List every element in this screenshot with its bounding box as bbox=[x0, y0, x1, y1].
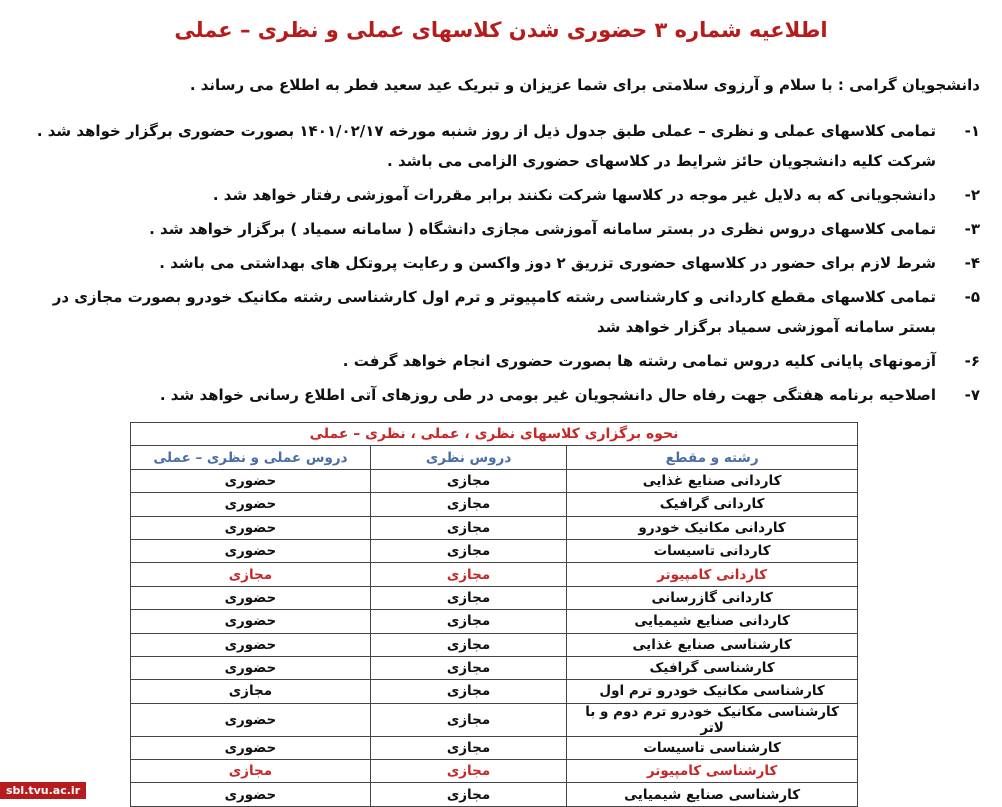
cell-practical: حضوری bbox=[131, 493, 371, 516]
cell-theory: مجازی bbox=[370, 469, 566, 492]
table-row bbox=[131, 563, 858, 586]
cell-practical: حضوری bbox=[131, 656, 371, 679]
cell-theory: مجازی bbox=[370, 539, 566, 562]
cell-field: کاردانی گرافیک bbox=[567, 493, 858, 516]
cell-field: کاردانی صنایع غذایی bbox=[567, 469, 858, 492]
cell-practical: حضوری bbox=[131, 703, 371, 736]
header-field: رشته و مقطع bbox=[567, 446, 858, 469]
item-text: تمامی کلاسهای دروس نظری در بستر سامانه آموزشی مجازی دانشگاه ( سامانه سمیاد ) برگزار خواهد شد . bbox=[149, 220, 936, 238]
item-text: دانشجویانی که به دلایل غیر موجه در کلاسها شرکت نکنند برابر مقررات آموزشی رفتار خواهد شد . bbox=[212, 186, 936, 204]
table-caption: نحوه برگزاری کلاسهای نظری ، عملی ، نظری – عملی bbox=[131, 423, 858, 446]
cell-field: کاردانی کامپیوتر bbox=[567, 563, 858, 586]
cell-practical: حضوری bbox=[131, 586, 371, 609]
cell-practical: مجازی bbox=[131, 680, 371, 703]
schedule-table bbox=[130, 422, 858, 807]
table-row bbox=[131, 516, 858, 539]
item-text: شرط لازم برای حضور در کلاسهای حضوری تزریق ۲ دوز واکسن و رعایت پروتکل های بهداشتی می باشد . bbox=[159, 254, 936, 272]
table-row bbox=[131, 680, 858, 703]
header-theory: دروس نظری bbox=[370, 446, 566, 469]
schedule-table-wrapper bbox=[130, 422, 858, 807]
cell-theory: مجازی bbox=[370, 633, 566, 656]
table-row bbox=[131, 493, 858, 516]
cell-field: کارشناسی تاسیسات bbox=[567, 736, 858, 759]
table-row bbox=[131, 633, 858, 656]
announcement-items bbox=[20, 116, 980, 414]
table-row bbox=[131, 469, 858, 492]
item-number: ۳- bbox=[964, 220, 980, 238]
cell-field: کارشناسی صنایع غذایی bbox=[567, 633, 858, 656]
cell-field: کارشناسی گرافیک bbox=[567, 656, 858, 679]
cell-field: کارشناسی صنایع شیمیایی bbox=[567, 783, 858, 806]
table-row bbox=[131, 539, 858, 562]
item-text: تمامی کلاسهای مقطع کاردانی و کارشناسی رشته کامپیوتر و ترم اول کارشناسی رشته مکانیک خودرو بصورت مجازی در بستر سامانه آموزشی سمیاد برگزار خواهد شد bbox=[52, 288, 936, 336]
cell-field: کارشناسی مکانیک خودرو ترم دوم و با لاتر bbox=[567, 703, 858, 736]
cell-theory: مجازی bbox=[370, 760, 566, 783]
cell-practical: حضوری bbox=[131, 783, 371, 806]
cell-theory: مجازی bbox=[370, 493, 566, 516]
table-row bbox=[131, 783, 858, 806]
cell-practical: مجازی bbox=[131, 563, 371, 586]
cell-practical: حضوری bbox=[131, 469, 371, 492]
item-text: اصلاحیه برنامه هفتگی جهت رفاه حال دانشجویان غیر بومی در طی روزهای آتی اطلاع رسانی خواهد شد . bbox=[159, 386, 936, 404]
cell-field: کاردانی صنایع شیمیایی bbox=[567, 610, 858, 633]
greeting-text: دانشجویان گرامی : با سلام و آرزوی سلامتی برای شما عزیزان و تبریک عید سعید فطر به اطلاع می رساند . bbox=[189, 76, 980, 94]
item-number: ۲- bbox=[964, 186, 980, 204]
cell-theory: مجازی bbox=[370, 610, 566, 633]
cell-field: کارشناسی کامپیوتر bbox=[567, 760, 858, 783]
item-number: ۱- bbox=[964, 122, 980, 140]
cell-theory: مجازی bbox=[370, 736, 566, 759]
cell-theory: مجازی bbox=[370, 703, 566, 736]
cell-theory: مجازی bbox=[370, 656, 566, 679]
cell-practical: حضوری bbox=[131, 610, 371, 633]
header-practical: دروس عملی و نظری – عملی bbox=[131, 446, 371, 469]
table-row bbox=[131, 736, 858, 759]
cell-practical: حضوری bbox=[131, 539, 371, 562]
item-number: ۶- bbox=[964, 352, 980, 370]
announcement-item bbox=[20, 380, 980, 410]
table-row bbox=[131, 760, 858, 783]
cell-theory: مجازی bbox=[370, 516, 566, 539]
item-number: ۵- bbox=[964, 288, 980, 306]
page-title: اطلاعیه شماره ۳ حضوری شدن کلاسهای عملی و نظری – عملی bbox=[174, 18, 828, 42]
item-number: ۷- bbox=[964, 386, 980, 404]
announcement-item bbox=[20, 180, 980, 210]
table-body bbox=[131, 469, 858, 806]
cell-practical: مجازی bbox=[131, 760, 371, 783]
cell-theory: مجازی bbox=[370, 563, 566, 586]
cell-practical: حضوری bbox=[131, 633, 371, 656]
cell-field: کاردانی مکانیک خودرو bbox=[567, 516, 858, 539]
cell-field: کاردانی تاسیسات bbox=[567, 539, 858, 562]
table-row bbox=[131, 586, 858, 609]
site-watermark: sbl.tvu.ac.ir bbox=[0, 782, 86, 799]
table-row bbox=[131, 656, 858, 679]
table-row bbox=[131, 610, 858, 633]
cell-practical: حضوری bbox=[131, 736, 371, 759]
cell-practical: حضوری bbox=[131, 516, 371, 539]
announcement-item bbox=[20, 346, 980, 376]
announcement-item bbox=[20, 214, 980, 244]
announcement-item bbox=[20, 248, 980, 278]
cell-theory: مجازی bbox=[370, 783, 566, 806]
cell-field: کاردانی گازرسانی bbox=[567, 586, 858, 609]
item-text: آزمونهای پایانی کلیه دروس تمامی رشته ها بصورت حضوری انجام خواهد گرفت . bbox=[342, 352, 936, 370]
cell-field: کارشناسی مکانیک خودرو ترم اول bbox=[567, 680, 858, 703]
item-number: ۴- bbox=[964, 254, 980, 272]
cell-theory: مجازی bbox=[370, 680, 566, 703]
announcement-item bbox=[20, 282, 980, 342]
cell-theory: مجازی bbox=[370, 586, 566, 609]
announcement-item bbox=[20, 116, 980, 176]
item-text: تمامی کلاسهای عملی و نظری – عملی طبق جدول ذیل از روز شنبه مورخه ۱۴۰۱/۰۲/۱۷ بصورت حضوری برگزار خواهد شد . شرکت کلیه دانشجویان حائز شرایط در کلاسهای حضوری الزامی می باشد . bbox=[36, 122, 936, 170]
table-row bbox=[131, 703, 858, 736]
